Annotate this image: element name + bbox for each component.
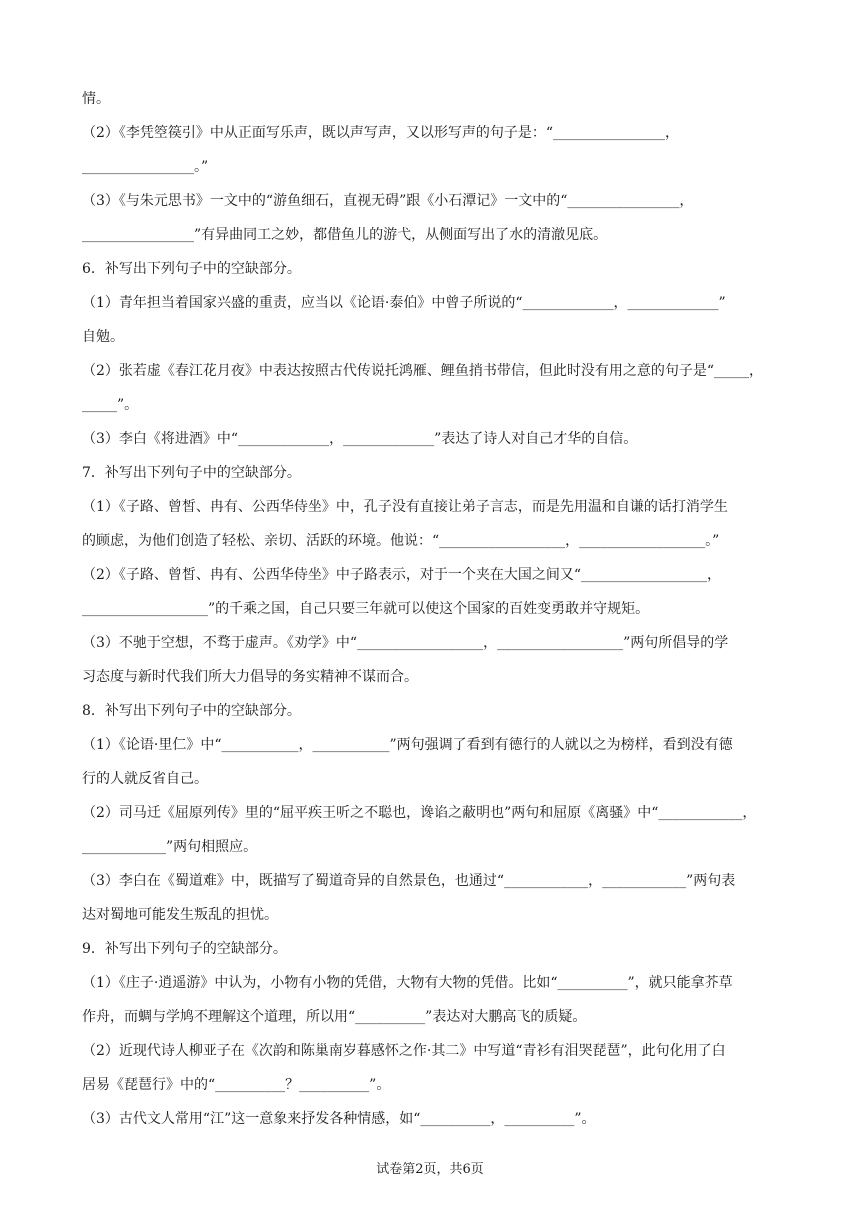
text-line: 行的人就反省自己。 xyxy=(82,771,208,787)
text-line: （3）《与朱元思书》一文中的“游鱼细石，直视无碍”跟《小石潭记》一文中的“________________， xyxy=(82,193,694,209)
text-line: （3）古代文人常用“江”这一意象来抒发各种情感，如“__________，__________”。 xyxy=(82,1111,596,1127)
text-line: ________________。” xyxy=(82,159,209,175)
question-heading: 8．补写出下列句子中的空缺部分。 xyxy=(82,703,301,719)
text-line: __________________”的千乘之国，自己只要三年就可以使这个国家的百姓变勇敢并守规矩。 xyxy=(82,601,650,617)
text-line: （1）《子路、曾皙、冉有、公西华侍坐》中，孔子没有直接让弟子言志，而是先用温和自谦的话打消学生 xyxy=(82,499,728,515)
text-line: _____”。 xyxy=(82,397,139,413)
text-line: 自勉。 xyxy=(82,329,124,345)
text-line: 达对蜀地可能发生叛乱的担忧。 xyxy=(82,907,278,923)
text-line: （2）《李凭箜篌引》中从正面写乐声，既以声写声，又以形写声的句子是：“________________， xyxy=(82,125,680,141)
question-heading: 6．补写出下列句子中的空缺部分。 xyxy=(82,261,301,277)
question-heading: 9．补写出下列句子的空缺部分。 xyxy=(82,941,287,957)
text-line: （2）张若虚《春江花月夜》中表达按照古代传说托鸿雁、鲤鱼捎书带信，但此时没有用之意的句子是“_____， xyxy=(82,363,764,379)
text-line: ________________”有异曲同工之妙，都借鱼儿的游弋，从侧面写出了水的清澈见底。 xyxy=(82,227,608,243)
document-body xyxy=(82,82,782,1136)
text-line: （2）司马迁《屈原列传》里的“屈平疾王听之不聪也，谗谄之蔽明也”两句和屈原《离骚》中“____________， xyxy=(82,805,757,821)
page-footer: 试卷第2页，共6页 xyxy=(376,1162,484,1177)
text-line: （1）《论语·里仁》中“___________，___________”两句强调了看到有德行的人就以之为榜样，看到没有德 xyxy=(82,737,733,753)
text-line: （3）李白在《蜀道难》中，既描写了蜀道奇异的自然景色，也通过“____________，____________”两句表 xyxy=(82,873,736,889)
text-line: （3）李白《将进酒》中“_____________，_____________”表达了诗人对自己才华的自信。 xyxy=(82,431,638,447)
text-line: （3）不驰于空想，不骛于虚声。《劝学》中“__________________，__________________”两句所倡导的学 xyxy=(82,635,729,651)
text-line: （2）近现代诗人柳亚子在《次韵和陈巢南岁暮感怀之作·其二》中写道“青衫有泪哭琵琶”，此句化用了白 xyxy=(82,1043,726,1059)
text-line: 习态度与新时代我们所大力倡导的务实精神不谋而合。 xyxy=(82,669,418,685)
text-line: （1）青年担当着国家兴盛的重责，应当以《论语·泰伯》中曾子所说的“_____________，_____________” xyxy=(82,295,726,311)
text-line: 情。 xyxy=(82,91,110,107)
text-line: ____________”两句相照应。 xyxy=(82,839,258,855)
text-line: 的顾虑，为他们创造了轻松、亲切、活跃的环境。他说：“__________________，__________________。” xyxy=(82,533,720,549)
text-line: 居易《琵琶行》中的“__________？__________”。 xyxy=(82,1077,391,1093)
text-line: 作舟，而蜩与学鸠不理解这个道理，所以用“__________”表达对大鹏高飞的质疑。 xyxy=(82,1009,587,1025)
text-line: （1）《庄子·逍遥游》中认为，小物有小物的凭借，大物有大物的凭借。比如“__________”，就只能拿芥草 xyxy=(82,975,733,991)
text-line: （2）《子路、曾皙、冉有、公西华侍坐》中子路表示，对于一个夹在大国之间又“__________________， xyxy=(82,567,722,583)
question-heading: 7．补写出下列句子中的空缺部分。 xyxy=(82,465,301,481)
